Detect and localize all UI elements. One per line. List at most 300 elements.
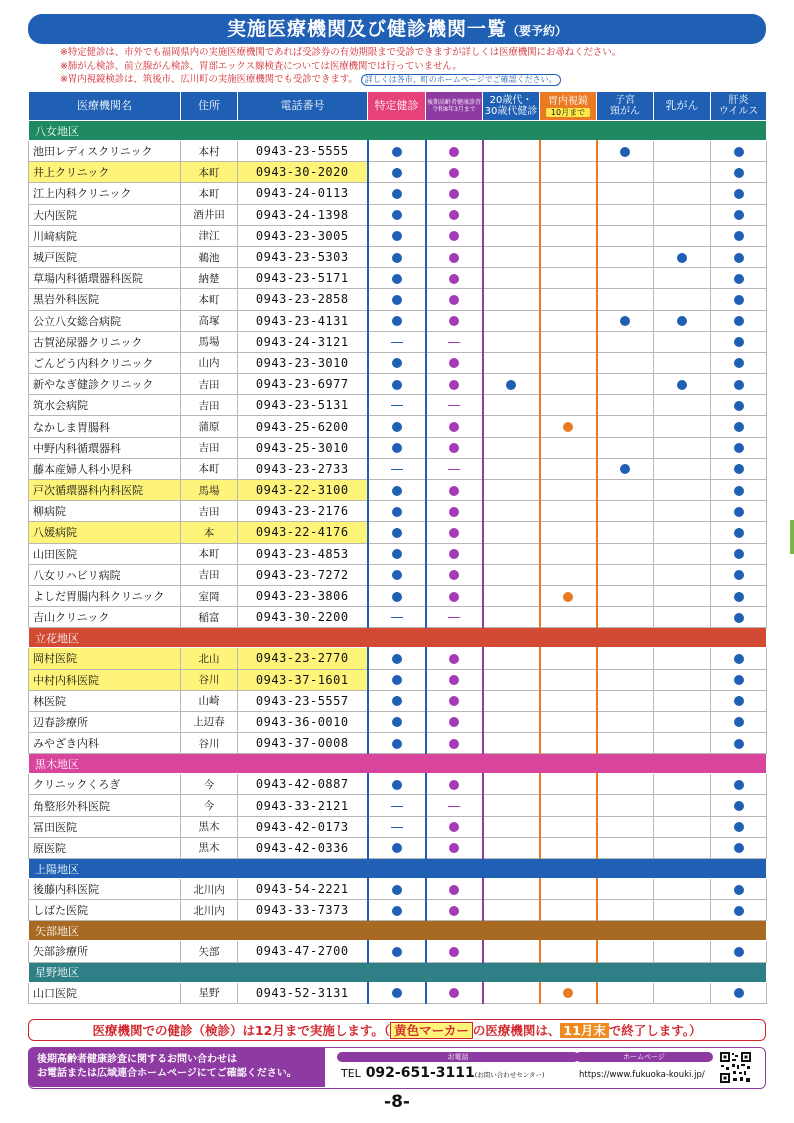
facility-tel: 0943-23-5555 — [238, 141, 368, 162]
mark-cell — [540, 458, 597, 479]
mark-cell — [597, 352, 654, 373]
mark-cell — [368, 395, 426, 416]
mark-cell — [540, 289, 597, 310]
dash-icon — [448, 342, 460, 343]
mark-cell — [597, 690, 654, 711]
header-addr: 住所 — [181, 92, 238, 121]
side-tab-mark — [790, 520, 794, 554]
dot-icon — [563, 592, 573, 602]
mark-cell — [654, 204, 711, 225]
mark-cell — [483, 374, 540, 395]
mark-cell — [540, 543, 597, 564]
dot-icon — [449, 717, 459, 727]
mark-cell — [426, 941, 483, 962]
mark-cell — [540, 501, 597, 522]
facility-name: 江上内科クリニック — [29, 183, 181, 204]
mark-cell — [711, 564, 767, 585]
dot-icon — [734, 654, 744, 664]
dash-icon — [391, 342, 403, 343]
dot-icon — [734, 780, 744, 790]
facility-address: 本町 — [181, 543, 238, 564]
mark-cell — [597, 711, 654, 732]
facility-name: 矢部診療所 — [29, 941, 181, 962]
mark-cell — [654, 268, 711, 289]
contact-line2: お電話または広域連合ホームページにてご確認ください。 — [37, 1068, 297, 1079]
mark-cell — [654, 837, 711, 858]
mark-cell — [426, 690, 483, 711]
mark-cell — [483, 204, 540, 225]
table-body — [29, 121, 767, 1004]
mark-cell — [540, 225, 597, 246]
mark-cell — [483, 395, 540, 416]
mark-cell — [540, 268, 597, 289]
mark-cell — [654, 543, 711, 564]
table-row — [29, 900, 767, 921]
facility-address: 吉田 — [181, 501, 238, 522]
region-name: 八女地区 — [29, 121, 767, 141]
mark-cell — [711, 879, 767, 900]
mark-cell — [368, 733, 426, 754]
mark-cell — [540, 480, 597, 501]
facility-tel: 0943-23-5557 — [238, 690, 368, 711]
mark-cell — [654, 458, 711, 479]
region-header — [29, 859, 767, 879]
facility-address: 高塚 — [181, 310, 238, 331]
region-header — [29, 121, 767, 141]
mark-cell — [711, 374, 767, 395]
header-2030-b: 30歳代健診 — [484, 106, 538, 117]
dot-icon — [392, 592, 402, 602]
mark-cell — [426, 522, 483, 543]
mark-cell — [711, 437, 767, 458]
tel-number[interactable]: 092-651-3111 — [365, 1065, 475, 1081]
dash-icon — [391, 617, 403, 618]
facility-tel: 0943-33-7373 — [238, 900, 368, 921]
mark-cell — [426, 501, 483, 522]
mark-cell — [483, 352, 540, 373]
mark-cell — [654, 711, 711, 732]
table-row — [29, 648, 767, 669]
facility-address: 今 — [181, 774, 238, 795]
mark-cell — [597, 879, 654, 900]
note-2: ※肺がん検診、前立腺がん検診、胃部エックス線検査については医療機関では行っていません。 — [60, 60, 462, 72]
mark-cell — [711, 941, 767, 962]
mark-cell — [540, 733, 597, 754]
notice-part2: の医療機関は、 — [472, 1023, 561, 1038]
dot-icon — [392, 696, 402, 706]
mark-cell — [654, 795, 711, 816]
mark-cell — [368, 480, 426, 501]
header-endoscope — [540, 92, 597, 121]
mark-cell — [483, 480, 540, 501]
table-row — [29, 522, 767, 543]
region-header — [29, 754, 767, 774]
mark-cell — [368, 416, 426, 437]
facility-name: 岡村医院 — [29, 648, 181, 669]
dot-icon — [449, 507, 459, 517]
facility-name: 藤本産婦人科小児科 — [29, 458, 181, 479]
mark-cell — [597, 268, 654, 289]
mark-cell — [368, 204, 426, 225]
mark-cell — [483, 795, 540, 816]
dot-icon — [734, 947, 744, 957]
region-name: 黒木地区 — [29, 754, 767, 774]
header-cervical-a: 子宮 — [615, 95, 635, 106]
header-cervical — [597, 92, 654, 121]
mark-cell — [654, 246, 711, 267]
table-row — [29, 458, 767, 479]
dot-icon — [563, 422, 573, 432]
contact-message — [29, 1048, 325, 1087]
mark-cell — [426, 289, 483, 310]
mark-cell — [540, 141, 597, 162]
mark-cell — [597, 816, 654, 837]
mark-cell — [483, 183, 540, 204]
mark-cell — [368, 162, 426, 183]
mark-cell — [426, 225, 483, 246]
facility-name: 後藤内科医院 — [29, 879, 181, 900]
dot-icon — [449, 528, 459, 538]
mark-cell — [711, 416, 767, 437]
dot-icon — [449, 231, 459, 241]
mark-cell — [711, 289, 767, 310]
mark-cell — [426, 374, 483, 395]
mark-cell — [483, 607, 540, 628]
notice-part3: で終了します。） — [608, 1023, 702, 1038]
facility-name: 吉山クリニック — [29, 607, 181, 628]
contact-url[interactable]: https://www.fukuoka-kouki.jp/ — [579, 1070, 705, 1080]
table-row — [29, 289, 767, 310]
mark-cell — [540, 374, 597, 395]
table-row — [29, 246, 767, 267]
facility-tel: 0943-23-7272 — [238, 564, 368, 585]
notice-date: 11月末 — [560, 1023, 608, 1038]
mark-cell — [426, 204, 483, 225]
facility-address: 本 — [181, 522, 238, 543]
facility-name: ごんどう内科クリニック — [29, 352, 181, 373]
dot-icon — [449, 210, 459, 220]
mark-cell — [711, 774, 767, 795]
facility-address: 鵜池 — [181, 246, 238, 267]
dot-icon — [392, 528, 402, 538]
table-row — [29, 816, 767, 837]
mark-cell — [654, 774, 711, 795]
mark-cell — [711, 733, 767, 754]
mark-cell — [540, 564, 597, 585]
mark-cell — [654, 225, 711, 246]
facility-tel: 0943-37-0008 — [238, 733, 368, 754]
dash-icon — [448, 469, 460, 470]
facility-name: 山口医院 — [29, 982, 181, 1003]
dot-icon — [734, 422, 744, 432]
mark-cell — [540, 352, 597, 373]
mark-cell — [654, 141, 711, 162]
mark-cell — [654, 669, 711, 690]
mark-cell — [654, 162, 711, 183]
facility-address: 北川内 — [181, 900, 238, 921]
mark-cell — [654, 522, 711, 543]
dot-icon — [392, 274, 402, 284]
dot-icon — [392, 654, 402, 664]
page-number: -8- — [384, 1092, 410, 1112]
region-name: 矢部地区 — [29, 921, 767, 941]
mark-cell — [368, 564, 426, 585]
mark-cell — [426, 837, 483, 858]
header-endoscope-b: 10月まで — [546, 108, 590, 117]
dot-icon — [734, 822, 744, 832]
mark-cell — [368, 982, 426, 1003]
dash-icon — [448, 806, 460, 807]
mark-cell — [597, 607, 654, 628]
header-hepatitis-a: 肝炎 — [728, 95, 749, 106]
mark-cell — [597, 162, 654, 183]
mark-cell — [483, 982, 540, 1003]
table-row — [29, 795, 767, 816]
mark-cell — [368, 795, 426, 816]
facility-name: 八女リハビリ病院 — [29, 564, 181, 585]
mark-cell — [540, 331, 597, 352]
dot-icon — [677, 316, 687, 326]
mark-cell — [540, 416, 597, 437]
dot-icon — [734, 486, 744, 496]
dot-icon — [734, 717, 744, 727]
facility-name: 冨田医院 — [29, 816, 181, 837]
mark-cell — [654, 352, 711, 373]
facility-tel: 0943-23-5303 — [238, 246, 368, 267]
mark-cell — [483, 690, 540, 711]
mark-cell — [368, 183, 426, 204]
facility-name: みやざき内科 — [29, 733, 181, 754]
dot-icon — [734, 801, 744, 811]
facility-tel: 0943-42-0173 — [238, 816, 368, 837]
mark-cell — [540, 246, 597, 267]
facility-tel: 0943-23-3005 — [238, 225, 368, 246]
mark-cell — [426, 774, 483, 795]
mark-cell — [426, 246, 483, 267]
facility-tel: 0943-23-5131 — [238, 395, 368, 416]
facility-tel: 0943-23-3806 — [238, 585, 368, 606]
mark-cell — [426, 543, 483, 564]
header-endoscope-a: 胃内視鏡 — [548, 95, 588, 107]
region-header — [29, 628, 767, 648]
dot-icon — [392, 210, 402, 220]
mark-cell — [368, 648, 426, 669]
dot-icon — [734, 570, 744, 580]
dot-icon — [449, 780, 459, 790]
header-hepatitis — [711, 92, 767, 121]
mark-cell — [597, 141, 654, 162]
mark-cell — [711, 183, 767, 204]
contact-tel[interactable] — [341, 1065, 545, 1081]
dot-icon — [734, 380, 744, 390]
mark-cell — [483, 416, 540, 437]
mark-cell — [483, 585, 540, 606]
dot-icon — [449, 443, 459, 453]
mark-cell — [483, 225, 540, 246]
dot-icon — [449, 189, 459, 199]
mark-cell — [711, 162, 767, 183]
mark-cell — [711, 501, 767, 522]
title-text: 実施医療機関及び健診機関一覧 — [226, 18, 507, 40]
mark-cell — [654, 416, 711, 437]
dot-icon — [734, 358, 744, 368]
dot-icon — [734, 549, 744, 559]
mark-cell — [540, 774, 597, 795]
mark-cell — [654, 564, 711, 585]
facility-address: 吉田 — [181, 437, 238, 458]
dot-icon — [734, 231, 744, 241]
facility-name: 城戸医院 — [29, 246, 181, 267]
facility-name: 古賀泌尿器クリニック — [29, 331, 181, 352]
facility-name: 公立八女総合病院 — [29, 310, 181, 331]
mark-cell — [368, 690, 426, 711]
facility-tel: 0943-42-0887 — [238, 774, 368, 795]
facility-tel: 0943-22-4176 — [238, 522, 368, 543]
dot-icon — [392, 717, 402, 727]
dot-icon — [392, 422, 402, 432]
mark-cell — [426, 879, 483, 900]
mark-cell — [597, 374, 654, 395]
note-1: ※特定健診は、市外でも福岡県内の実施医療機関であれば受診券の有効期限まで受診できますが詳しくは医療機関にお尋ねください。 — [60, 47, 621, 58]
facility-name: 八媛病院 — [29, 522, 181, 543]
mark-cell — [711, 268, 767, 289]
qr-code-icon[interactable] — [719, 1051, 752, 1084]
dot-icon — [563, 988, 573, 998]
table-row — [29, 733, 767, 754]
facility-name: 草場内科循環器科医院 — [29, 268, 181, 289]
mark-cell — [368, 816, 426, 837]
mark-cell — [711, 837, 767, 858]
facility-name: クリニックくろぎ — [29, 774, 181, 795]
mark-cell — [540, 837, 597, 858]
mark-cell — [426, 395, 483, 416]
mark-cell — [540, 395, 597, 416]
dot-icon — [392, 295, 402, 305]
mark-cell — [597, 774, 654, 795]
mark-cell — [597, 310, 654, 331]
dot-icon — [449, 549, 459, 559]
mark-cell — [711, 310, 767, 331]
region-name: 立花地区 — [29, 628, 767, 648]
web-label: ホームページ — [575, 1052, 713, 1062]
table-row — [29, 941, 767, 962]
dot-icon — [449, 988, 459, 998]
mark-cell — [711, 352, 767, 373]
table-row — [29, 416, 767, 437]
dot-icon — [392, 507, 402, 517]
dot-icon — [392, 358, 402, 368]
dash-icon — [448, 405, 460, 406]
header-kouki — [426, 92, 483, 121]
dot-icon — [392, 906, 402, 916]
facility-address: 上辺春 — [181, 711, 238, 732]
note-3 — [60, 73, 760, 87]
table-row — [29, 437, 767, 458]
mark-cell — [711, 204, 767, 225]
mark-cell — [483, 733, 540, 754]
mark-cell — [711, 331, 767, 352]
mark-cell — [711, 669, 767, 690]
facility-tel: 0943-23-4853 — [238, 543, 368, 564]
dash-icon — [448, 617, 460, 618]
facility-name: 池田レディスクリニック — [29, 141, 181, 162]
facility-tel: 0943-30-2020 — [238, 162, 368, 183]
dot-icon — [392, 780, 402, 790]
mark-cell — [597, 246, 654, 267]
mark-cell — [654, 816, 711, 837]
mark-cell — [711, 480, 767, 501]
dot-icon — [449, 696, 459, 706]
mark-cell — [654, 395, 711, 416]
table-row — [29, 268, 767, 289]
mark-cell — [368, 141, 426, 162]
table-row — [29, 690, 767, 711]
mark-cell — [426, 268, 483, 289]
mark-cell — [597, 204, 654, 225]
mark-cell — [483, 331, 540, 352]
mark-cell — [483, 900, 540, 921]
facility-name: 黒岩外科医院 — [29, 289, 181, 310]
dot-icon — [734, 147, 744, 157]
mark-cell — [597, 458, 654, 479]
dot-icon — [449, 422, 459, 432]
mark-cell — [654, 183, 711, 204]
tel-label: お電話 — [337, 1052, 579, 1062]
dot-icon — [620, 464, 630, 474]
mark-cell — [540, 982, 597, 1003]
facility-name: しばた医院 — [29, 900, 181, 921]
mark-cell — [368, 711, 426, 732]
dot-icon — [734, 443, 744, 453]
facility-address: 馬場 — [181, 480, 238, 501]
dot-icon — [392, 189, 402, 199]
mark-cell — [483, 669, 540, 690]
dot-icon — [392, 843, 402, 853]
facility-tel: 0943-24-0113 — [238, 183, 368, 204]
dot-icon — [449, 654, 459, 664]
facility-tel: 0943-36-0010 — [238, 711, 368, 732]
region-header — [29, 962, 767, 982]
mark-cell — [711, 246, 767, 267]
dot-icon — [620, 316, 630, 326]
mark-cell — [654, 374, 711, 395]
facility-name: 新やなぎ健診クリニック — [29, 374, 181, 395]
mark-cell — [368, 437, 426, 458]
mark-cell — [483, 648, 540, 669]
facility-tel: 0943-52-3131 — [238, 982, 368, 1003]
facility-address: 黒木 — [181, 837, 238, 858]
mark-cell — [368, 268, 426, 289]
mark-cell — [368, 225, 426, 246]
mark-cell — [597, 331, 654, 352]
facility-address: 山崎 — [181, 690, 238, 711]
facility-tel: 0943-23-4131 — [238, 310, 368, 331]
mark-cell — [483, 458, 540, 479]
facility-name: 柳病院 — [29, 501, 181, 522]
facility-address: 馬場 — [181, 331, 238, 352]
facility-name: 辺春診療所 — [29, 711, 181, 732]
facility-address: 北山 — [181, 648, 238, 669]
mark-cell — [597, 900, 654, 921]
facility-tel: 0943-22-3100 — [238, 480, 368, 501]
mark-cell — [368, 900, 426, 921]
mark-cell — [426, 585, 483, 606]
dot-icon — [449, 739, 459, 749]
mark-cell — [368, 458, 426, 479]
facility-address: 黒木 — [181, 816, 238, 837]
mark-cell — [483, 564, 540, 585]
mark-cell — [426, 711, 483, 732]
